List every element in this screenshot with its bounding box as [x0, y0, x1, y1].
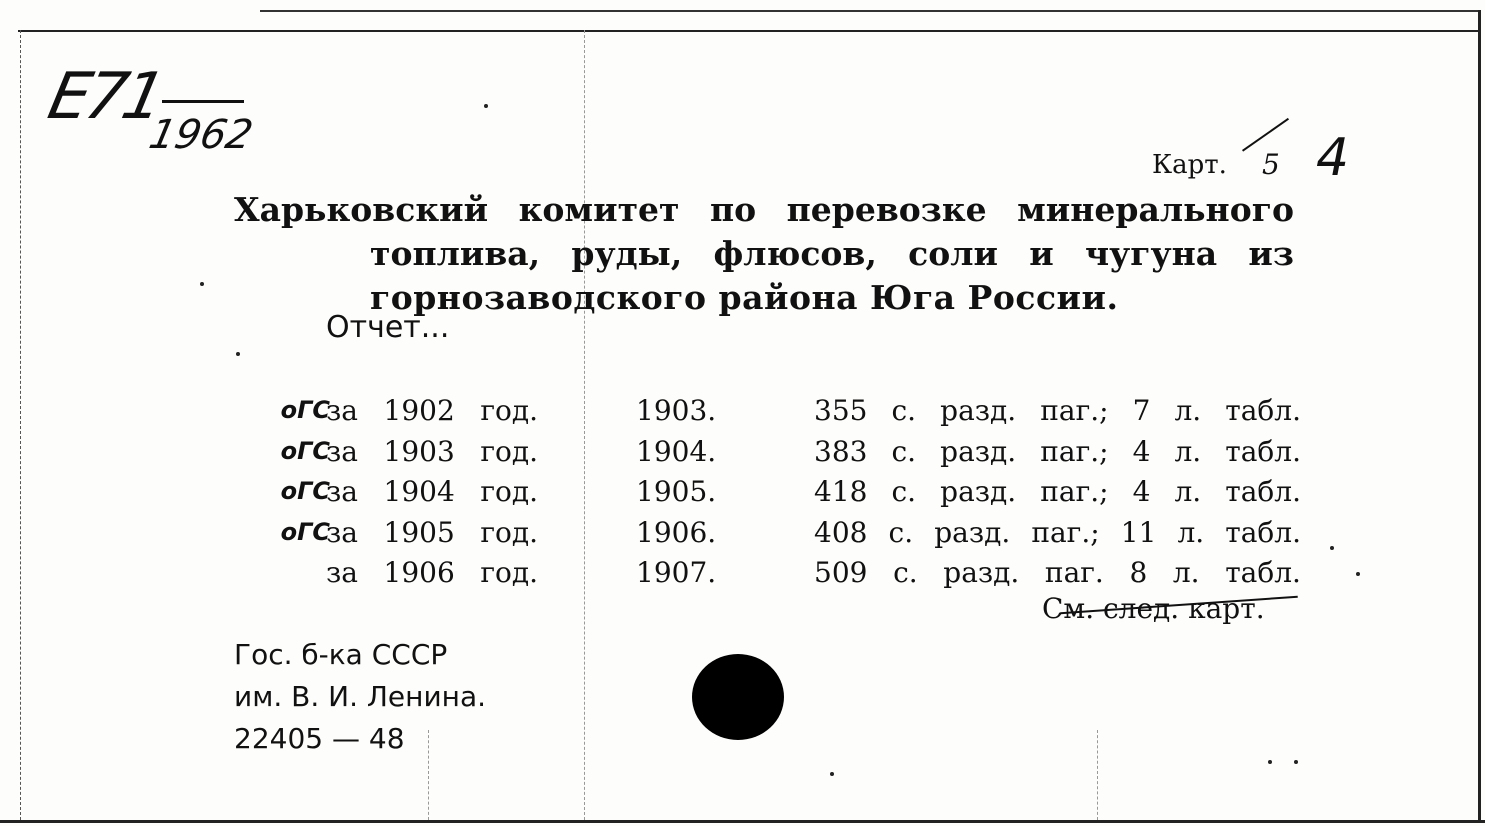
holding-row [0, 394, 1485, 434]
card-label: Карт. [1152, 150, 1227, 180]
holding-pages: 355 [814, 394, 868, 427]
handwritten-catalog-code: E71 [42, 60, 168, 134]
speck [200, 282, 204, 286]
speck [1356, 572, 1360, 576]
holding-desc-word: паг.; [1040, 394, 1109, 427]
title-word: комитет [518, 190, 680, 229]
holding-prefix: за [326, 556, 358, 589]
holding-shelf-mark: оГС [280, 477, 330, 505]
fold-line [1097, 730, 1098, 820]
holding-year: 1904 [383, 475, 455, 508]
holding-desc-word: 8 [1129, 556, 1148, 589]
holding-period [326, 516, 538, 549]
holding-year-word: год. [480, 434, 538, 468]
holding-row [0, 435, 1485, 475]
holding-period [326, 394, 538, 427]
title-word: перевозке [786, 190, 987, 229]
punch-hole [692, 654, 784, 740]
holding-desc-word: паг.; [1031, 515, 1100, 549]
record-title [234, 188, 1294, 320]
handwritten-rule [162, 100, 244, 103]
holding-pages: 408 [814, 515, 868, 549]
holding-desc-word: с. [893, 556, 918, 589]
holding-shelf-mark: оГС [280, 517, 330, 546]
holding-desc-word: табл. [1225, 434, 1301, 468]
speck [236, 352, 240, 356]
holding-year-word: год. [480, 475, 538, 508]
holding-published: 1906. [636, 515, 717, 549]
holding-desc-word: 7 [1132, 394, 1151, 427]
holding-desc-word: 4 [1132, 434, 1151, 468]
holding-desc-word: паг.; [1040, 475, 1109, 508]
holding-prefix: за [326, 515, 358, 549]
holding-row [0, 556, 1485, 596]
holding-description [814, 556, 1301, 589]
holding-year: 1905 [383, 515, 455, 549]
library-print-number: 22405 — 48 [234, 722, 405, 755]
holding-period [326, 475, 538, 508]
holding-desc-word: л. [1174, 434, 1202, 468]
title-word: и [1029, 234, 1054, 273]
holding-published: 1907. [636, 556, 717, 589]
holding-desc-word: разд. [934, 515, 1011, 549]
title-word: минерального [1017, 190, 1294, 229]
holding-desc-word: паг.; [1040, 434, 1109, 468]
holding-pages: 509 [814, 556, 868, 589]
holding-shelf-mark: оГС [280, 396, 330, 424]
holding-desc-word: разд. [940, 434, 1017, 468]
card-edge-top [260, 10, 1478, 12]
holding-description [814, 435, 1301, 468]
speck [830, 772, 834, 776]
holding-desc-word: табл. [1225, 556, 1301, 589]
holding-desc-word: с. [891, 475, 917, 508]
title-word: по [709, 190, 757, 229]
holding-description [814, 516, 1301, 549]
holding-desc-word: 4 [1132, 475, 1151, 508]
holding-desc-word: л. [1174, 394, 1202, 427]
holding-description [814, 394, 1301, 427]
card-new-number: 4 [1316, 128, 1350, 188]
holding-year-word: год. [480, 394, 538, 427]
card-number-strike [1242, 118, 1289, 152]
holding-year-word: год. [480, 556, 538, 589]
record-subtitle: Отчет... [326, 310, 450, 345]
holding-pages: 418 [814, 475, 868, 508]
title-word: топлива, [370, 234, 541, 273]
title-word: Харьковский [234, 190, 489, 229]
holding-published: 1905. [636, 475, 717, 508]
holding-prefix: за [326, 394, 358, 427]
holding-year: 1903 [383, 434, 455, 468]
holding-description [814, 475, 1301, 508]
title-word: соли [908, 234, 998, 273]
holding-desc-word: табл. [1225, 475, 1301, 508]
holding-row [0, 475, 1485, 515]
card-border-top [18, 30, 1478, 32]
holding-desc-word: с. [891, 434, 917, 468]
title-line-2 [370, 232, 1294, 276]
holding-prefix: за [326, 475, 358, 508]
holding-desc-word: разд. [940, 475, 1017, 508]
speck [1330, 546, 1334, 550]
holding-row [0, 516, 1485, 556]
card-border-bottom [0, 820, 1485, 823]
holding-period [326, 556, 538, 589]
holding-period [326, 435, 538, 468]
handwritten-catalog-year: 1962 [145, 112, 257, 158]
speck [484, 104, 488, 108]
library-imprint [234, 634, 486, 760]
holding-shelf-mark: оГС [280, 436, 330, 465]
holding-prefix: за [326, 434, 358, 468]
title-line-3: горнозаводского района Юга России. [370, 278, 1119, 317]
holding-desc-word: паг. [1044, 556, 1104, 589]
holding-desc-word: 11 [1120, 515, 1157, 549]
holding-desc-word: с. [891, 394, 917, 427]
library-name: Гос. б-ка СССР [234, 638, 448, 671]
speck [1294, 760, 1298, 764]
holding-desc-word: л. [1174, 475, 1202, 508]
holding-desc-word: табл. [1225, 515, 1301, 549]
holding-published: 1903. [636, 394, 717, 427]
holding-desc-word: разд. [943, 556, 1020, 589]
holding-year-word: год. [480, 515, 538, 549]
title-word: чугуна [1084, 234, 1218, 273]
see-next-card-note: См. след. карт. [1042, 592, 1265, 625]
holding-pages: 383 [814, 434, 868, 468]
title-word: руды, [571, 234, 683, 273]
holding-desc-word: л. [1177, 515, 1205, 549]
holding-desc-word: табл. [1225, 394, 1301, 427]
holding-year: 1906 [383, 556, 455, 589]
holding-desc-word: с. [888, 515, 914, 549]
title-line-1 [234, 188, 1294, 232]
library-dedication: им. В. И. Ленина. [234, 680, 487, 713]
title-word: из [1248, 234, 1294, 273]
speck [1268, 760, 1272, 764]
holding-published: 1904. [636, 434, 717, 468]
holding-desc-word: разд. [940, 394, 1017, 427]
title-word: флюсов, [713, 234, 877, 273]
holding-year: 1902 [383, 394, 455, 427]
holding-desc-word: л. [1172, 556, 1200, 589]
card-old-number: 5 [1262, 148, 1280, 181]
